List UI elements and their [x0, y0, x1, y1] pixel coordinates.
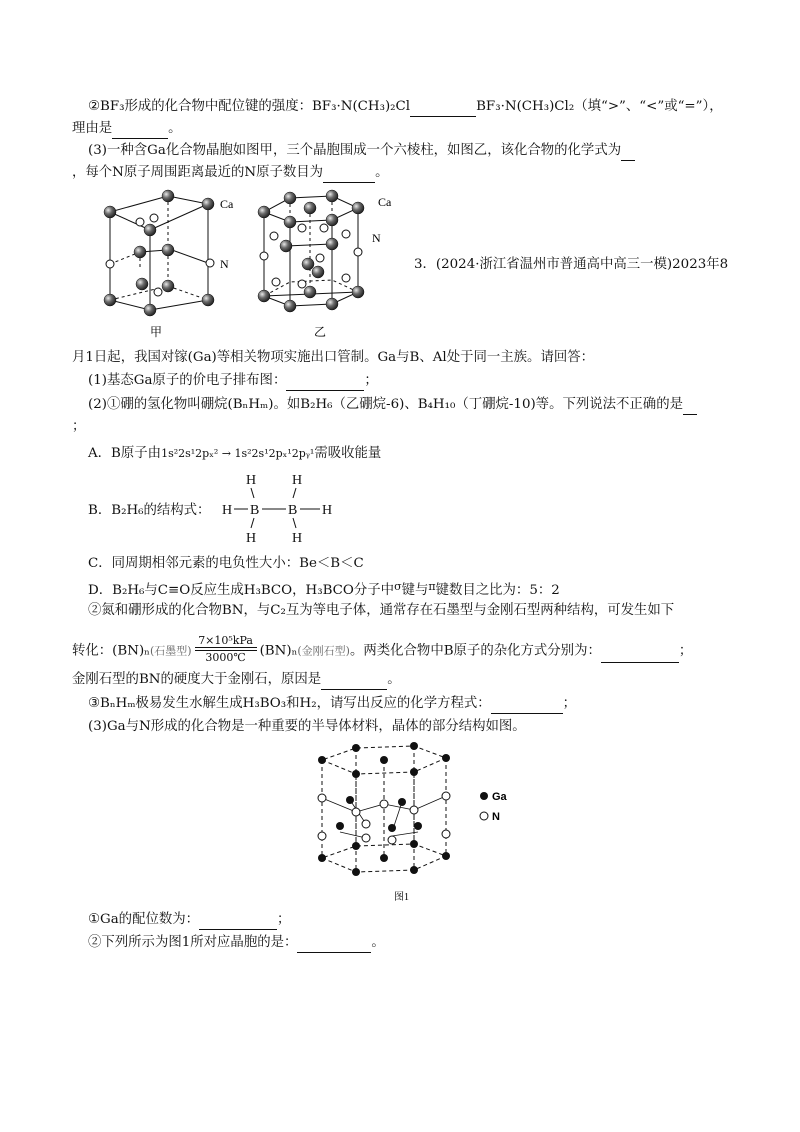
problem3-source: 3．(2024·浙江省温州市普通高中高三一模)2023年8	[414, 257, 729, 272]
h-atom: H	[246, 531, 257, 546]
option-a-post: 需吸收能量	[314, 446, 382, 461]
h-atom: H	[246, 473, 257, 488]
p3-q1	[88, 911, 760, 930]
h-atom: H	[222, 503, 233, 518]
bn-intro: ②氮和硼形成的化合物BN，与C₂互为等电子体，通常存在石墨型与金刚石型两种结构，可发生如下	[88, 603, 675, 618]
coordination-end: ；	[277, 912, 291, 927]
figure-1-gan	[306, 740, 546, 905]
reaction-arrow	[195, 634, 257, 664]
legend-n-label: N	[492, 811, 500, 823]
hybrid-question: 。两类化合物中B原子的杂化方式分别为：	[349, 643, 601, 659]
legend-n-dot	[480, 812, 488, 820]
h-atom: H	[322, 503, 333, 518]
n-count-blank[interactable]	[323, 164, 375, 183]
legend-ga-label: Ga	[492, 791, 507, 803]
hybrid-end: ；	[678, 643, 693, 659]
pi-symbol: π	[428, 580, 436, 593]
b2h6-structure	[220, 468, 340, 548]
problem3-header-b	[72, 349, 760, 367]
equation-blank[interactable]	[491, 695, 563, 714]
p1-line	[88, 372, 760, 391]
p2-intro-end-line	[72, 418, 760, 436]
problem3-intro: 月1日起，我国对镓(Ga)等相关物项实施出口管制。Ga与B、Al处于同一主族。请回答：	[72, 350, 595, 365]
b-atom: B	[250, 503, 260, 518]
option-a	[88, 445, 760, 463]
gan-intro: (3)Ga与N形成的化合物是一种重要的半导体材料，晶体的部分结构如图。	[88, 719, 526, 734]
hardness-question: 金刚石型的BN的硬度大于金刚石，原因是	[72, 672, 322, 687]
option-c-text: C．同周期相邻元素的电负性大小：Be＜B＜C	[88, 556, 364, 571]
h-atom: H	[292, 531, 303, 546]
q2-2-line2	[72, 120, 760, 139]
n-count-question: ，每个N原子周围距离最近的N原子数目为	[72, 165, 324, 180]
q3-formula-question: (3)一种含Ga化合物晶胞如图甲，三个晶胞围成一个六棱柱，如图乙，该化合物的化学式为	[88, 143, 622, 158]
equation-end: ；	[562, 696, 577, 711]
p2-3-line	[88, 695, 760, 714]
reason-blank[interactable]	[112, 120, 168, 139]
q3-line1	[88, 142, 760, 161]
cell-end: 。	[371, 935, 385, 950]
option-d-pre: D．B₂H₆与C≡O反应生成H₃BCO，H₃BCO分子中	[88, 583, 395, 598]
bf3-cl2-text: BF₃·N(CH₃)Cl₂（填“>”、“<”或“=”），	[476, 99, 723, 114]
formula-blank[interactable]	[621, 142, 635, 161]
pressure-condition: 7×10⁵kPa	[198, 634, 253, 647]
p2-2-line1	[88, 602, 760, 620]
cell-blank[interactable]	[297, 934, 371, 953]
option-d-mid: 键与	[401, 583, 429, 598]
strength-compare-blank[interactable]	[410, 98, 476, 117]
p3-line	[88, 718, 760, 736]
reason-end: 。	[168, 121, 182, 136]
q2-2-line1	[88, 98, 760, 117]
p1-blank[interactable]	[286, 372, 364, 391]
b-atom: B	[288, 503, 298, 518]
cell-question: ②下列所示为图1所对应晶胞的是：	[88, 935, 298, 950]
coordination-blank[interactable]	[199, 911, 277, 930]
hardness-blank[interactable]	[321, 671, 387, 690]
hardness-end: 。	[387, 672, 401, 687]
option-d-post: 键数目之比为：5：2	[435, 583, 560, 598]
option-c	[88, 555, 760, 573]
option-d	[88, 578, 760, 600]
figure-yi	[250, 186, 410, 346]
p2-intro-text: (2)①硼的氢化物叫硼烷(BₙHₘ)。如B₂H₆（乙硼烷-6)、B₄H₁₀（丁硼烷-10)等。下列说法不正确的是	[88, 397, 683, 412]
p2-intro-end: ；	[72, 419, 86, 434]
p2-2-line3	[72, 671, 760, 690]
fig-yi-n-label: N	[372, 231, 381, 245]
bn-diamond: (BN)ₙ	[259, 643, 298, 659]
fig-yi-ca-label: Ca	[378, 195, 392, 209]
p1-question: (1)基态Ga原子的价电子排布图：	[88, 373, 287, 388]
q3-line2	[72, 164, 760, 183]
temperature-condition: 3000℃	[205, 651, 246, 664]
option-b	[88, 502, 760, 520]
p1-end: ；	[364, 373, 378, 388]
option-a-pre: A．B原子由	[88, 446, 162, 461]
p2-2-conversion	[72, 636, 760, 666]
fig-jia-n-label: N	[220, 257, 229, 271]
bn-graphite: (BN)ₙ	[112, 643, 150, 659]
option-b-pre: B．B₂H₆的结构式：	[88, 503, 211, 518]
reason-label: 理由是	[72, 121, 113, 136]
graphite-type: (石墨型)	[149, 644, 192, 658]
fig-yi-caption: 乙	[314, 325, 327, 339]
figure-jia	[92, 188, 252, 343]
p2-intro	[88, 396, 760, 415]
problem3-header-a	[414, 256, 760, 274]
option-a-formula: 1s²2s¹2pₓ² → 1s²2s¹2pₓ¹2pᵧ¹	[161, 447, 315, 460]
conversion-label: 转化：	[72, 643, 113, 659]
legend-ga-dot	[480, 792, 488, 800]
h-atom: H	[292, 473, 303, 488]
n-count-end: 。	[375, 165, 389, 180]
p3-q2	[88, 934, 760, 953]
figure-1-caption: 图1	[394, 892, 409, 903]
fig-jia-ca-label: Ca	[220, 197, 234, 211]
sigma-symbol: σ	[394, 580, 402, 593]
p2-1-blank[interactable]	[683, 396, 697, 415]
hydrolysis-question: ③BₙHₘ极易发生水解生成H₃BO₃和H₂，请写出反应的化学方程式：	[88, 696, 491, 711]
bf3-cl-text: ②BF₃形成的化合物中配位键的强度：BF₃·N(CH₃)₂Cl	[88, 99, 411, 114]
coordination-question: ①Ga的配位数为：	[88, 912, 200, 927]
diamond-type: (金刚石型)	[297, 644, 350, 658]
fig-jia-caption: 甲	[150, 325, 163, 339]
hybrid-blank[interactable]	[601, 642, 679, 663]
